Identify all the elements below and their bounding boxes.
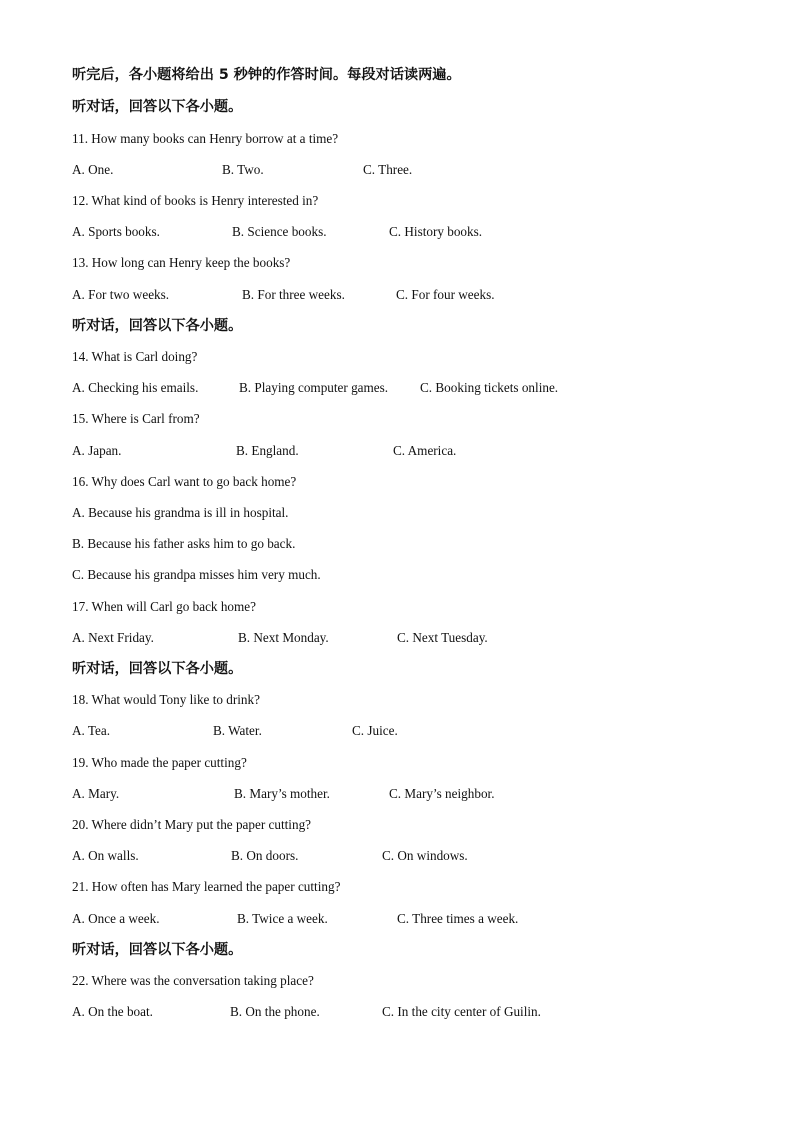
option-a: A. One.	[72, 162, 114, 177]
option-b: B. Two.	[222, 162, 264, 177]
option-b: B. Mary’s mother.	[234, 786, 330, 801]
option-b: B. Science books.	[232, 224, 327, 239]
option-a: A. Next Friday.	[72, 630, 154, 645]
question-18: 18. What would Tony like to drink?	[72, 692, 260, 707]
option-a: A. Because his grandma is ill in hospital.	[72, 505, 289, 520]
question-21: 21. How often has Mary learned the paper cutting?	[72, 879, 341, 894]
option-a: A. Tea.	[72, 723, 111, 738]
option-a: A. Sports books.	[72, 224, 160, 239]
section-heading: 听对话，回答以下各小题。	[72, 942, 243, 958]
question-17: 17. When will Carl go back home?	[72, 599, 256, 614]
options-22	[72, 1003, 722, 1021]
options-15	[72, 442, 722, 460]
option-b: B. Water.	[213, 723, 262, 738]
question-22: 22. Where was the conversation taking place?	[72, 973, 314, 988]
option-b: B. Because his father asks him to go back.	[72, 536, 296, 551]
options-21	[72, 910, 722, 928]
option-a: A. Once a week.	[72, 911, 160, 926]
option-a: A. On the boat.	[72, 1004, 153, 1019]
option-c: C. Three times a week.	[397, 911, 519, 926]
options-12	[72, 223, 722, 241]
option-b: B. Next Monday.	[238, 630, 329, 645]
option-c: C. On windows.	[382, 848, 468, 863]
option-a: A. Mary.	[72, 786, 120, 801]
section-heading: 听对话，回答以下各小题。	[72, 661, 243, 677]
options-14	[72, 379, 722, 397]
question-14: 14. What is Carl doing?	[72, 349, 198, 364]
question-12: 12. What kind of books is Henry interested in?	[72, 193, 319, 208]
options-18	[72, 722, 722, 740]
option-c: C. Juice.	[352, 723, 398, 738]
question-15: 15. Where is Carl from?	[72, 411, 200, 426]
option-b: B. England.	[236, 443, 299, 458]
instruction-text: 听完后，各小题将给出 5 秒钟的作答时间。每段对话读两遍。	[72, 67, 461, 83]
options-20	[72, 847, 722, 865]
option-c: C. In the city center of Guilin.	[382, 1004, 541, 1019]
option-c: C. Booking tickets online.	[420, 380, 559, 395]
options-17	[72, 629, 722, 647]
option-c: C. Because his grandpa misses him very much.	[72, 567, 321, 582]
question-11: 11. How many books can Henry borrow at a time?	[72, 131, 339, 146]
option-c: C. America.	[393, 443, 457, 458]
section-heading: 听对话，回答以下各小题。	[72, 99, 243, 115]
option-c: C. History books.	[389, 224, 483, 239]
option-b: B. Playing computer games.	[239, 380, 389, 395]
question-20: 20. Where didn’t Mary put the paper cutting?	[72, 817, 312, 832]
option-c: C. Three.	[363, 162, 413, 177]
section-heading: 听对话，回答以下各小题。	[72, 318, 243, 334]
option-a: A. Japan.	[72, 443, 122, 458]
option-c: C. For four weeks.	[396, 287, 495, 302]
option-b: B. For three weeks.	[242, 287, 345, 302]
option-c: C. Next Tuesday.	[397, 630, 488, 645]
option-a: A. On walls.	[72, 848, 139, 863]
question-16: 16. Why does Carl want to go back home?	[72, 474, 297, 489]
option-b: B. On the phone.	[230, 1004, 320, 1019]
options-19	[72, 785, 722, 803]
option-a: A. For two weeks.	[72, 287, 170, 302]
option-c: C. Mary’s neighbor.	[389, 786, 495, 801]
question-19: 19. Who made the paper cutting?	[72, 755, 247, 770]
options-11	[72, 161, 722, 179]
option-a: A. Checking his emails.	[72, 380, 199, 395]
option-b: B. On doors.	[231, 848, 299, 863]
options-13	[72, 286, 722, 304]
option-b: B. Twice a week.	[237, 911, 328, 926]
question-13: 13. How long can Henry keep the books?	[72, 255, 291, 270]
